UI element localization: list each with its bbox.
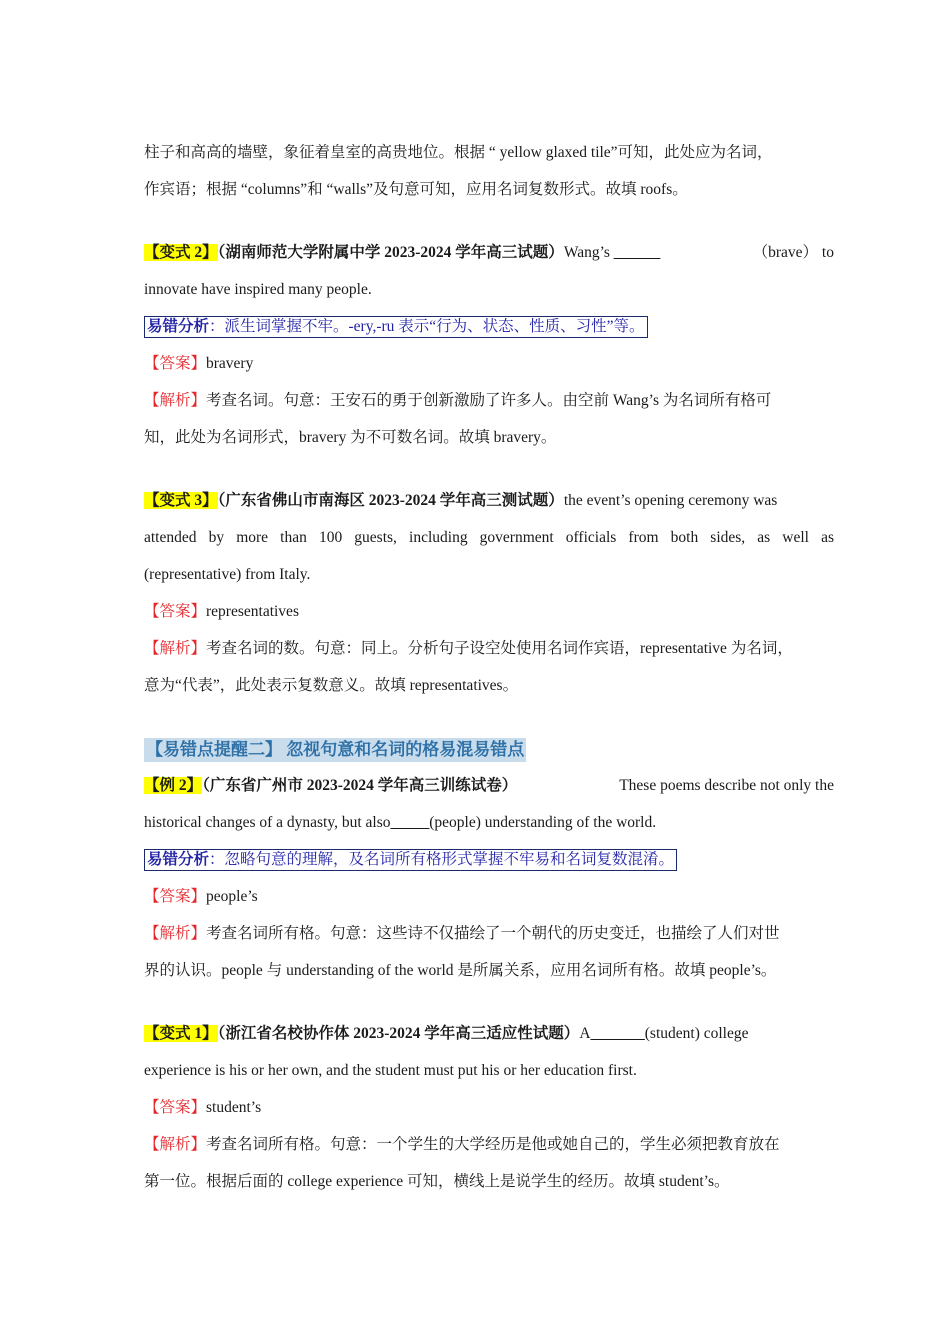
bianshi3-question-line-1 — [144, 482, 834, 519]
bianshi3-explain-line-2: 意为“代表”，此处表示复数意义。故填 representatives。 — [144, 677, 519, 694]
intro-line-1: 柱子和高高的墙壁，象征着皇室的高贵地位。根据 “ yellow glaxed tile”可知，此处应为名词， — [144, 144, 773, 161]
bianshi2-explain-line-2: 知，此处为名词形式，bravery 为不可数名词。故填 bravery。 — [144, 429, 557, 446]
bianshi2-explain-label: 【解析】 — [144, 392, 207, 409]
bianshi2-explain-text-1: 考查名词。句意：王安石的勇于创新激励了许多人。由空前 Wang’s 为名词所有格可 — [206, 392, 772, 409]
bianshi1-blank: _______ — [590, 1025, 645, 1042]
li2-answer: people’s — [206, 888, 258, 905]
li2-explain-text-1: 考查名词所有格。句意：这些诗不仅描绘了一个朝代的历史变迁，也描绘了人们对世 — [206, 925, 780, 942]
section2-heading: 【易错点提醒二】 忽视句意和名词的格易混易错点 — [144, 738, 526, 762]
bianshi1-source: （浙江省名校协作体 2023-2024 学年高三适应性试题） — [217, 1025, 580, 1042]
bianshi2-answer: bravery — [206, 355, 254, 372]
bianshi1-answer-label: 【答案】 — [144, 1099, 207, 1116]
bianshi1-explain-text-1: 考查名词所有格。句意：一个学生的大学经历是他或她自己的，学生必须把教育放在 — [206, 1136, 780, 1153]
li2-source: （广东省广州市 2023-2024 学年高三训练试卷） — [202, 777, 518, 794]
li2-explain-line-2: 界的认识。people 与 understanding of the world 是所属关系，应用名词所有格。故填 people’s。 — [144, 962, 777, 979]
bianshi3-explain-line-1 — [144, 630, 834, 667]
li2-question-before: historical changes of a dynasty, but also — [144, 814, 391, 831]
li2-question-text-1: These poems describe not only the — [619, 777, 834, 794]
bianshi2-question-line-2: innovate have inspired many people. — [144, 281, 372, 298]
bianshi3-answer-row — [144, 593, 834, 630]
li2-analysis-box — [144, 849, 677, 871]
li2-analysis-label: 易错分析 — [147, 851, 210, 868]
bianshi2-question-line-1 — [144, 234, 834, 271]
bianshi3-explain-label: 【解析】 — [144, 640, 207, 657]
bianshi2-analysis-label: 易错分析 — [147, 318, 210, 335]
bianshi1-explain-label: 【解析】 — [144, 1136, 207, 1153]
bianshi2-source: （湖南师范大学附属中学 2023-2024 学年高三试题） — [217, 244, 564, 261]
bianshi1-question-before: A — [579, 1025, 591, 1042]
bianshi2-question-after: （brave） to — [752, 244, 834, 261]
bianshi3-source: （广东省佛山市南海区 2023-2024 学年高三测试题） — [217, 492, 564, 509]
bianshi1-answer: student’s — [206, 1099, 262, 1116]
bianshi3-tag: 【变式 3】 — [144, 492, 218, 509]
li2-question-after: (people) understanding of the world. — [429, 814, 657, 831]
bianshi1-explain-line-1 — [144, 1126, 834, 1163]
bianshi2-blank: ______ — [613, 244, 661, 261]
bianshi2-tag: 【变式 2】 — [144, 244, 218, 261]
li2-answer-label: 【答案】 — [144, 888, 207, 905]
bianshi1-question-line-2: experience is his or her own, and the student must put his or her education first. — [144, 1062, 637, 1079]
li2-question-line-2 — [144, 804, 834, 841]
bianshi1-question-after: (student) college — [644, 1025, 749, 1042]
bianshi2-analysis-text: ：派生词掌握不牢。-ery,-ru 表示“行为、状态、性质、习性”等。 — [209, 318, 645, 335]
bianshi2-answer-row — [144, 345, 834, 382]
bianshi1-question-line-1 — [144, 1015, 834, 1052]
bianshi3-question-line-2: attended by more than 100 guests, including government officials from both sides, as well as — [144, 529, 834, 546]
bianshi3-question-line-3: (representative) from Italy. — [144, 566, 311, 583]
bianshi2-answer-label: 【答案】 — [144, 355, 207, 372]
document-page — [144, 134, 834, 1200]
li2-explain-label: 【解析】 — [144, 925, 207, 942]
li2-blank: _____ — [390, 814, 430, 831]
bianshi2-question-before: Wang’s — [563, 244, 614, 261]
li2-analysis-text: ：忽略句意的理解，及名词所有格形式掌握不牢易和名词复数混淆。 — [209, 851, 675, 868]
section2-heading-row — [144, 730, 834, 767]
bianshi1-answer-row — [144, 1089, 834, 1126]
bianshi2-explain-line-1 — [144, 382, 834, 419]
bianshi3-question-text-1: the event’s opening ceremony was — [563, 492, 778, 509]
bianshi1-explain-line-2: 第一位。根据后面的 college experience 可知，横线上是说学生的经历。故填 student’s。 — [144, 1173, 730, 1190]
li2-question-line-1 — [144, 767, 834, 804]
li2-explain-line-1 — [144, 915, 834, 952]
li2-answer-row — [144, 878, 834, 915]
bianshi3-answer: representatives — [206, 603, 299, 620]
bianshi3-explain-text-1: 考查名词的数。句意：同上。分析句子设空处使用名词作宾语，representative 为名词， — [206, 640, 793, 657]
li2-analysis-row — [144, 841, 834, 878]
bianshi1-tag: 【变式 1】 — [144, 1025, 218, 1042]
intro-line-2: 作宾语；根据 “columns”和 “walls”及句意可知，应用名词复数形式。故填 roofs。 — [144, 181, 688, 198]
li2-tag: 【例 2】 — [144, 777, 203, 794]
bianshi3-answer-label: 【答案】 — [144, 603, 207, 620]
bianshi2-analysis-box — [144, 316, 648, 338]
bianshi2-analysis-row — [144, 308, 834, 345]
